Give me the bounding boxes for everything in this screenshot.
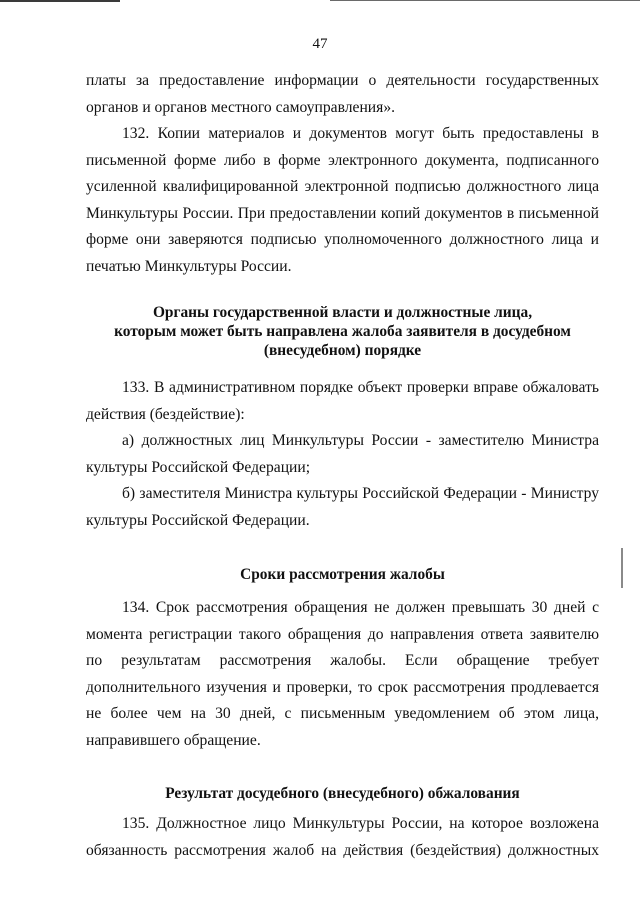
paragraph-133-a: а) должностных лиц Минкультуры России - заместителю Министра культуры Российской Федерации; [86,432,599,476]
paragraph-133-b: б) заместителя Министра культуры Российской Федерации - Министру культуры Российской Федерации. [86,485,599,529]
paragraph-135: 135. Должностное лицо Минкультуры России, на которое возложена обязанность рассмотрения жалоб на действия (бездействия) должностных [86,815,599,859]
scan-artifact-right-edge [621,548,623,588]
section-heading-appeal-bodies [86,303,599,360]
document-body [86,68,599,864]
scan-artifact-top-left [0,0,120,2]
scan-artifact-top-right [330,0,640,1]
heading-line: которым может быть направлена жалоба заявителя в досудебном [114,323,571,340]
paragraph-134: 134. Срок рассмотрения обращения не должен превышать 30 дней с момента регистрации такого обращения до направления ответа заявителю по результатам рассмотрения жалобы. Если обращение требует дополнительного изучения и проверки, то срок рассмотрения продлевается не более чем на 30 дней, с письменным уведомлением об этом лица, направившего обращение. [86,599,599,749]
section-heading-result: Результат досудебного (внесудебного) обжалования [165,785,520,802]
section-heading-terms: Сроки рассмотрения жалобы [240,566,445,583]
paragraph-continuation: платы за предоставление информации о деятельности государственных органов и органов местного самоуправления». [86,72,599,116]
heading-line: Органы государственной власти и должностные лица, [152,304,533,321]
paragraph-132: 132. Копии материалов и документов могут быть предоставлены в письменной форме либо в форме электронного документа, подписанного усиленной квалифицированной электронной подписью должностного лица Минкультуры России. При предоставлении копий документов в письменной форме они заверяются подписью уполномоченного должностного лица и печатью Минкультуры России. [86,125,599,275]
paragraph-133: 133. В административном порядке объект проверки вправе обжаловать действия (бездействие): [86,379,599,423]
heading-line: (внесудебном) порядке [263,342,422,359]
page-number: 47 [312,36,328,52]
